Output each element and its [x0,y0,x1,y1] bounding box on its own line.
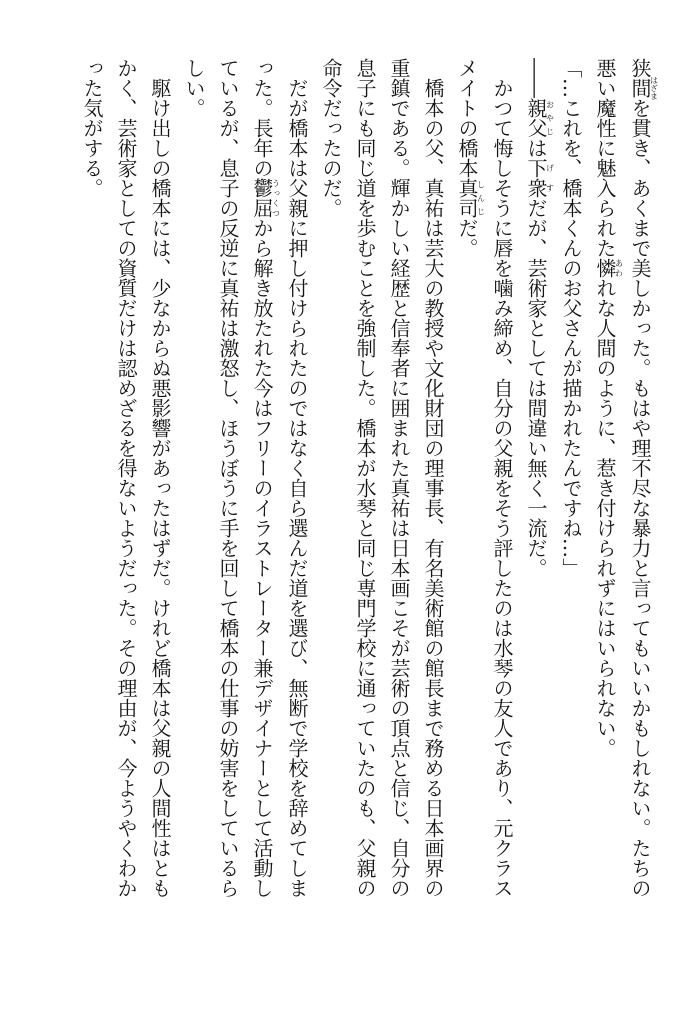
text-line-9: 息子にも同じ道を歩むことを強制した。橋本が水琴と同じ専門学校に通っていたのも、父親の [353,58,377,898]
text-line-17: った気がする。 [80,58,104,198]
text-line-6: メイトの橋本真司しんじだ。 [455,58,486,258]
text-line-16: かく、芸術家としての資質だけは認めざるを得ないようだった。その理由が、今ようやくわか [114,58,138,898]
text-line-13: ているが、息子の反逆に真祐は激怒し、ほうぼうに手を回して橋本の仕事の妨害をしているら [216,58,240,898]
text-line-7: 橋本の父、真祐は芸大の教授や文化財団の理事長、有名美術館の館長まで務める日本画界の [421,78,445,898]
text-line-11: だが橋本は父親に押し付けられたのではなく自ら選んだ道を選び、無断で学校を辞めてしま [285,78,309,898]
text-line-1: 狭間はざまを貫き、あくまで美しかった。もはや理不尽な暴力と言ってもいいかもしれない。たちの [628,58,659,898]
text-line-14: しい。 [182,58,206,118]
text-line-8: 重鎮である。輝かしい経歴と信奉者に囲まれた真祐は日本画こそが芸術の頂点と信じ、自分の [387,58,411,898]
text-line-2: 悪い魔性に魅入られた憐あわれな人間のように、惹き付けられずにはいられない。 [593,58,624,758]
text-line-10: 命令だったのだ。 [319,58,343,218]
quote-line: ――親父おやじは下衆げすだが、芸術家としては間違い無く一流だ。 [524,58,555,578]
dialogue-line: 「…これを、橋本くんのお父さんが描かれたんですね…」 [559,58,583,578]
text-line-5: かつて悔しそうに唇を噛み締め、自分の父親をそう評したのは水琴の友人であり、元クラス [490,78,514,898]
text-line-12: った。長年の鬱屈うっくつから解き放たれた今はフリーのイラストレーター兼デザイナーとして活動し [250,58,281,898]
text-line-15: 駆け出しの橋本には、少なからぬ悪影響があったはずだ。けれど橋本は父親の人間性はとも [148,78,172,898]
vertical-text-body [75,58,658,963]
